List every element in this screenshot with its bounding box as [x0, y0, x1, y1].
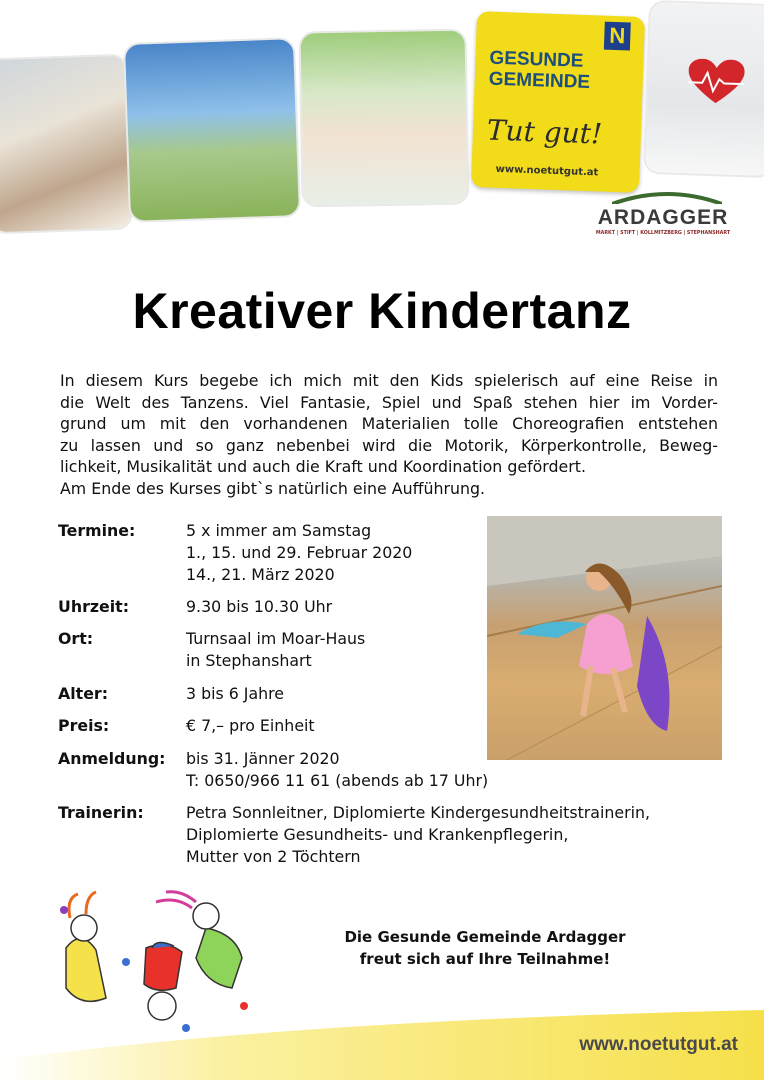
photo-jumping-man	[125, 39, 299, 221]
badge-slogan: Tut gut!	[486, 113, 603, 151]
badge-title: GESUNDE GEMEINDE	[488, 47, 591, 94]
mountain-icon	[612, 190, 722, 204]
ardagger-logo	[592, 190, 742, 252]
photo-dancing-girl	[487, 516, 722, 760]
page-title: Kreativer Kindertanz	[132, 283, 632, 339]
photo-family-group	[301, 31, 468, 206]
photo-heart-hands	[645, 2, 764, 176]
logo-name: ARDAGGER	[597, 206, 729, 229]
gesunde-gemeinde-badge	[471, 11, 645, 193]
badge-url: www.noetutgut.at	[495, 163, 599, 179]
closing-message: Die Gesunde Gemeinde Ardagger freut sich auf Ihre Teilnahme!	[344, 928, 626, 968]
footer-url: www.noetutgut.at	[579, 1034, 738, 1055]
intro-paragraph: In diesem Kurs begebe ich mich mit den Kids spielerisch auf eine Reise in die Welt des Tanzens. Viel Fantasie, Spiel und Spaß stehen hier im Vorder- grund um mit den vorhandenen Materialien tolle Choreografien entstehen zu lassen und so ganz nebenbei wird die Motorik, Körperkontrolle, Beweg- lichkeit, Musikalität und auch die Kraft und Koordination gefördert. Am Ende des Kurses gibt`s natürlich eine Aufführung.	[60, 371, 718, 498]
logo-tagline: MARKT | STIFT | KOLLMITZBERG | STEPHANSHART	[595, 231, 731, 236]
heart-icon	[687, 58, 745, 106]
noe-logo-icon: N	[604, 22, 631, 51]
photo-family-meal	[0, 56, 131, 233]
